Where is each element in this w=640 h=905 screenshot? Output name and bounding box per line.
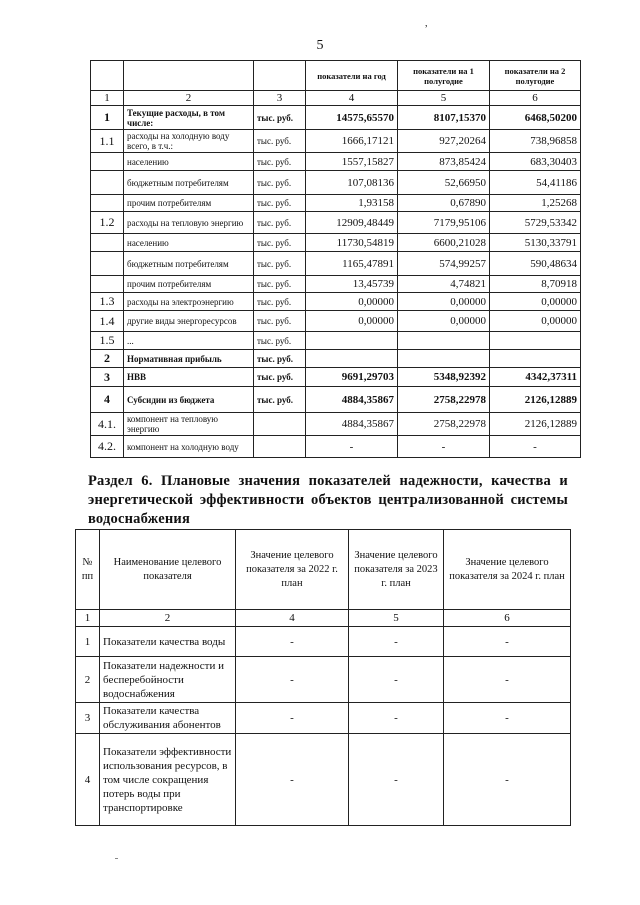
value-2022: - xyxy=(236,627,349,657)
row-name: населению xyxy=(124,234,254,252)
column-number: 1 xyxy=(76,610,100,627)
row-unit: тыс. руб. xyxy=(254,368,306,387)
row-name: компонент на тепловую энергию xyxy=(124,413,254,436)
value-2024: - xyxy=(444,627,571,657)
row-unit: тыс. руб. xyxy=(254,106,306,130)
column-number-row xyxy=(91,91,581,106)
table-row xyxy=(91,293,581,311)
row-id: 2 xyxy=(76,657,100,703)
value-h2: 0,00000 xyxy=(490,311,581,332)
value-h1: 574,99257 xyxy=(398,252,490,276)
value-year: 14575,65570 xyxy=(306,106,398,130)
header-cell xyxy=(124,61,254,91)
row-id: 1.4 xyxy=(91,311,124,332)
header-cell: Значение целевого показателя за 2022 г. план xyxy=(236,530,349,610)
row-name: прочим потребителям xyxy=(124,276,254,293)
table-row xyxy=(91,153,581,171)
value-year: 0,00000 xyxy=(306,311,398,332)
table-row xyxy=(91,212,581,234)
page-number: 5 xyxy=(316,38,324,53)
table-header-row xyxy=(91,61,581,91)
indicator-name: Показатели качества обслуживания абонентов xyxy=(100,703,236,734)
row-name: Субсидии из бюджета xyxy=(124,387,254,413)
row-unit: тыс. руб. xyxy=(254,234,306,252)
table-row xyxy=(91,130,581,153)
table-row xyxy=(91,436,581,458)
value-h1: 7179,95106 xyxy=(398,212,490,234)
value-h1: 0,00000 xyxy=(398,311,490,332)
row-name: Текущие расходы, в том числе: xyxy=(124,106,254,130)
row-unit: тыс. руб. xyxy=(254,252,306,276)
value-h2: 54,41186 xyxy=(490,171,581,195)
scan-speck xyxy=(115,858,118,859)
value-h2: 738,96858 xyxy=(490,130,581,153)
row-name: НВВ xyxy=(124,368,254,387)
header-cell: показатели на 1 полугодие xyxy=(398,61,490,91)
value-h2 xyxy=(490,350,581,368)
header-cell: Наименование целевого показателя xyxy=(100,530,236,610)
value-2022: - xyxy=(236,703,349,734)
value-year: 0,00000 xyxy=(306,293,398,311)
row-id: 4.2. xyxy=(91,436,124,458)
row-id: 4 xyxy=(91,387,124,413)
value-h1: - xyxy=(398,436,490,458)
row-name: другие виды энергоресурсов xyxy=(124,311,254,332)
row-id: 1.5 xyxy=(91,332,124,350)
value-h1: 6600,21028 xyxy=(398,234,490,252)
row-unit: тыс. руб. xyxy=(254,293,306,311)
row-name: расходы на электроэнергию xyxy=(124,293,254,311)
table-row xyxy=(91,195,581,212)
row-id xyxy=(91,195,124,212)
table-row xyxy=(91,171,581,195)
value-2024: - xyxy=(444,703,571,734)
row-name: бюджетным потребителям xyxy=(124,252,254,276)
value-h2: 590,48634 xyxy=(490,252,581,276)
table-row xyxy=(91,234,581,252)
indicator-name: Показатели надежности и бесперебойности водоснабжения xyxy=(100,657,236,703)
value-h1: 2758,22978 xyxy=(398,387,490,413)
value-year: 1165,47891 xyxy=(306,252,398,276)
row-unit xyxy=(254,436,306,458)
row-id: 3 xyxy=(76,703,100,734)
row-unit: тыс. руб. xyxy=(254,171,306,195)
value-year: 1666,17121 xyxy=(306,130,398,153)
value-h1: 8107,15370 xyxy=(398,106,490,130)
row-id xyxy=(91,252,124,276)
value-2024: - xyxy=(444,657,571,703)
row-id: 2 xyxy=(91,350,124,368)
table-row xyxy=(91,106,581,130)
header-cell: показатели на 2 полугодие xyxy=(490,61,581,91)
table-row xyxy=(91,311,581,332)
table-header-row xyxy=(76,530,571,610)
table-row xyxy=(91,276,581,293)
value-year: 1557,15827 xyxy=(306,153,398,171)
row-id: 1 xyxy=(91,106,124,130)
row-unit: тыс. руб. xyxy=(254,387,306,413)
value-2023: - xyxy=(349,734,444,826)
header-cell: Значение целевого показателя за 2024 г. план xyxy=(444,530,571,610)
value-h2: 683,30403 xyxy=(490,153,581,171)
row-id xyxy=(91,234,124,252)
value-year: 107,08136 xyxy=(306,171,398,195)
row-name: Нормативная прибыль xyxy=(124,350,254,368)
row-name: расходы на тепловую энергию xyxy=(124,212,254,234)
column-number: 4 xyxy=(306,91,398,106)
row-unit: тыс. руб. xyxy=(254,350,306,368)
value-year: 4884,35867 xyxy=(306,413,398,436)
table-row xyxy=(91,252,581,276)
table-row xyxy=(76,703,571,734)
value-2023: - xyxy=(349,657,444,703)
column-number: 6 xyxy=(444,610,571,627)
column-number: 3 xyxy=(254,91,306,106)
row-name: компонент на холодную воду xyxy=(124,436,254,458)
column-number: 2 xyxy=(124,91,254,106)
row-name: прочим потребителям xyxy=(124,195,254,212)
targets-table xyxy=(75,529,571,826)
value-h1 xyxy=(398,350,490,368)
column-number: 1 xyxy=(91,91,124,106)
value-h2: 0,00000 xyxy=(490,293,581,311)
row-unit: тыс. руб. xyxy=(254,195,306,212)
value-year: 13,45739 xyxy=(306,276,398,293)
value-h1: 0,67890 xyxy=(398,195,490,212)
value-h2: 2126,12889 xyxy=(490,387,581,413)
value-year xyxy=(306,350,398,368)
value-2023: - xyxy=(349,627,444,657)
row-id: 1 xyxy=(76,627,100,657)
row-name: бюджетным потребителям xyxy=(124,171,254,195)
row-id xyxy=(91,153,124,171)
value-year: 12909,48449 xyxy=(306,212,398,234)
value-2022: - xyxy=(236,734,349,826)
table-row xyxy=(91,332,581,350)
value-h1: 0,00000 xyxy=(398,293,490,311)
value-h1: 873,85424 xyxy=(398,153,490,171)
row-id: 1.1 xyxy=(91,130,124,153)
header-cell xyxy=(254,61,306,91)
section-title: Раздел 6. Плановые значения показателей надежности, качества и энергетической эффективности объектов централизованной системы водоснабжения xyxy=(88,473,568,527)
expenses-table xyxy=(90,60,581,458)
value-year xyxy=(306,332,398,350)
value-h1: 5348,92392 xyxy=(398,368,490,387)
value-h2: 1,25268 xyxy=(490,195,581,212)
row-id: 1.3 xyxy=(91,293,124,311)
value-year: 1,93158 xyxy=(306,195,398,212)
row-unit: тыс. руб. xyxy=(254,276,306,293)
value-2022: - xyxy=(236,657,349,703)
header-cell xyxy=(91,61,124,91)
column-number: 5 xyxy=(349,610,444,627)
value-h2: 5729,53342 xyxy=(490,212,581,234)
row-unit xyxy=(254,413,306,436)
row-name: ... xyxy=(124,332,254,350)
value-h1: 52,66950 xyxy=(398,171,490,195)
value-year: 4884,35867 xyxy=(306,387,398,413)
row-unit: тыс. руб. xyxy=(254,332,306,350)
corner-mark: , xyxy=(425,18,428,29)
row-unit: тыс. руб. xyxy=(254,311,306,332)
column-number: 6 xyxy=(490,91,581,106)
row-name: расходы на холодную воду всего, в т.ч.: xyxy=(124,130,254,153)
value-h1: 4,74821 xyxy=(398,276,490,293)
header-cell: № пп xyxy=(76,530,100,610)
value-h1: 2758,22978 xyxy=(398,413,490,436)
row-id: 1.2 xyxy=(91,212,124,234)
header-cell: Значение целевого показателя за 2023 г. план xyxy=(349,530,444,610)
table-row xyxy=(91,350,581,368)
row-id xyxy=(91,276,124,293)
row-unit: тыс. руб. xyxy=(254,212,306,234)
table-row xyxy=(76,734,571,826)
value-h1: 927,20264 xyxy=(398,130,490,153)
value-h2 xyxy=(490,332,581,350)
value-h1 xyxy=(398,332,490,350)
row-name: населению xyxy=(124,153,254,171)
row-id: 4.1. xyxy=(91,413,124,436)
table-row xyxy=(76,657,571,703)
value-h2: 8,70918 xyxy=(490,276,581,293)
value-2024: - xyxy=(444,734,571,826)
value-2023: - xyxy=(349,703,444,734)
value-h2: - xyxy=(490,436,581,458)
column-number: 4 xyxy=(236,610,349,627)
value-h2: 4342,37311 xyxy=(490,368,581,387)
row-unit: тыс. руб. xyxy=(254,130,306,153)
header-cell: показатели на год xyxy=(306,61,398,91)
column-number-row xyxy=(76,610,571,627)
value-h2: 5130,33791 xyxy=(490,234,581,252)
value-h2: 6468,50200 xyxy=(490,106,581,130)
value-year: 11730,54819 xyxy=(306,234,398,252)
row-id: 3 xyxy=(91,368,124,387)
indicator-name: Показатели качества воды xyxy=(100,627,236,657)
value-year: 9691,29703 xyxy=(306,368,398,387)
value-h2: 2126,12889 xyxy=(490,413,581,436)
row-id xyxy=(91,171,124,195)
row-unit: тыс. руб. xyxy=(254,153,306,171)
table-row xyxy=(76,627,571,657)
row-id: 4 xyxy=(76,734,100,826)
table-row xyxy=(91,413,581,436)
column-number: 5 xyxy=(398,91,490,106)
indicator-name: Показатели эффективности использования ресурсов, в том числе сокращения потерь воды при транспортировке xyxy=(100,734,236,826)
value-year: - xyxy=(306,436,398,458)
table-row xyxy=(91,387,581,413)
column-number: 2 xyxy=(100,610,236,627)
table-row xyxy=(91,368,581,387)
